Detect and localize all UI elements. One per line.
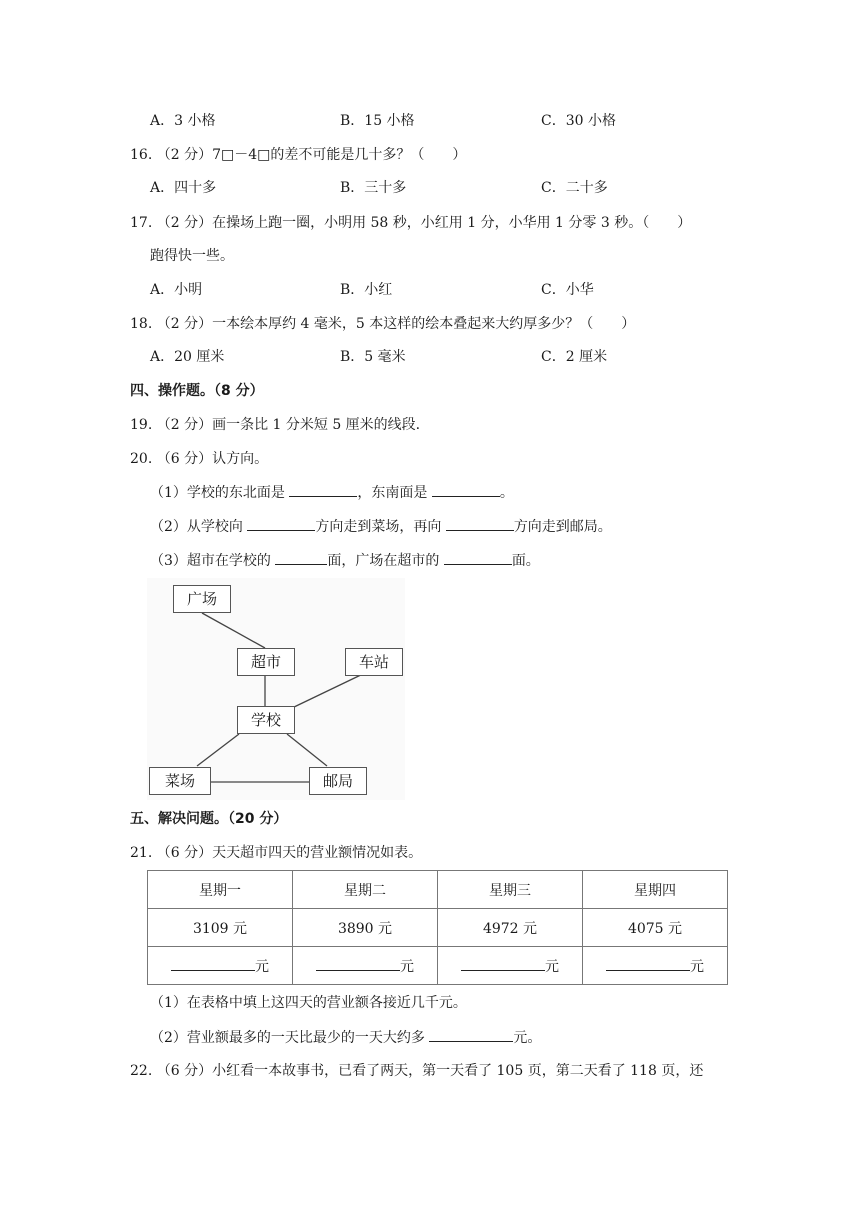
table-answer-cell[interactable]: 元 — [293, 947, 438, 985]
map-box-chaoshi: 超市 — [237, 648, 295, 676]
table-row — [148, 909, 728, 947]
q17-option-c: C．小华 — [541, 282, 594, 298]
q18-option-c: C．2 厘米 — [541, 349, 608, 365]
revenue-table — [147, 870, 728, 985]
table-answer-cell[interactable]: 元 — [148, 947, 293, 985]
q18-text: 18. （2 分）一本绘本厚约 4 毫米，5 本这样的绘本叠起来大约厚多少？（ ） — [130, 316, 636, 332]
answer-blank[interactable] — [289, 482, 357, 497]
table-row — [148, 947, 728, 985]
q15-option-a: A．3 小格 — [150, 113, 216, 129]
table-answer-cell[interactable]: 元 — [438, 947, 583, 985]
q16-option-b: B．三十多 — [340, 180, 407, 196]
answer-blank[interactable] — [446, 516, 514, 531]
section-5-title: 五、解决问题。（20 分） — [130, 811, 288, 827]
map-box-youju: 邮局 — [309, 767, 367, 795]
q17-option-a: A．小明 — [150, 282, 203, 298]
direction-map — [147, 578, 405, 800]
table-value-cell: 4972 元 — [438, 909, 583, 947]
q17-option-b: B．小红 — [340, 282, 393, 298]
answer-blank[interactable] — [247, 516, 315, 531]
q21-text: 21. （6 分）天天超市四天的营业额情况如表。 — [130, 845, 423, 861]
q15-option-b: B．15 小格 — [340, 113, 415, 129]
answer-blank[interactable] — [316, 956, 400, 971]
map-box-xuexiao: 学校 — [237, 706, 295, 734]
q17-text: 17. （2 分）在操场上跑一圈，小明用 58 秒，小红用 1 分，小华用 1 分零 3 秒。（ ） — [130, 215, 692, 231]
answer-blank[interactable] — [606, 956, 690, 971]
q20-sub-3: （3）超市在学校的 面，广场在超市的 面。 — [150, 550, 540, 571]
q19-text: 19. （2 分）画一条比 1 分米短 5 厘米的线段. — [130, 417, 421, 433]
answer-blank[interactable] — [432, 482, 500, 497]
map-box-guangchang: 广场 — [173, 585, 231, 613]
table-header-cell: 星期一 — [148, 871, 293, 909]
answer-blank[interactable] — [275, 550, 327, 565]
q16-option-c: C．二十多 — [541, 180, 608, 196]
q16-text: 16. （2 分）7□－4□的差不可能是几十多？（ ） — [130, 147, 467, 163]
map-box-chezhan: 车站 — [345, 648, 403, 676]
table-header-cell: 星期四 — [583, 871, 728, 909]
q15-option-c: C．30 小格 — [541, 113, 616, 129]
table-row — [148, 871, 728, 909]
section-4-title: 四、操作题。（8 分） — [130, 383, 264, 399]
q20-text: 20. （6 分）认方向。 — [130, 451, 269, 467]
table-header-cell: 星期二 — [293, 871, 438, 909]
answer-blank[interactable] — [444, 550, 512, 565]
map-box-caichang: 菜场 — [149, 767, 211, 795]
table-value-cell: 3890 元 — [293, 909, 438, 947]
table-answer-cell[interactable]: 元 — [583, 947, 728, 985]
q21-sub-2: （2）营业额最多的一天比最少的一天大约多 元。 — [150, 1027, 541, 1048]
answer-blank[interactable] — [429, 1027, 513, 1042]
table-header-cell: 星期三 — [438, 871, 583, 909]
q18-option-a: A．20 厘米 — [150, 349, 225, 365]
q20-sub-2: （2）从学校向 方向走到菜场，再向 方向走到邮局。 — [150, 516, 612, 537]
table-value-cell: 3109 元 — [148, 909, 293, 947]
q20-sub-1: （1）学校的东北面是 ，东南面是 。 — [150, 482, 514, 503]
q18-option-b: B．5 毫米 — [340, 349, 406, 365]
answer-blank[interactable] — [461, 956, 545, 971]
table-value-cell: 4075 元 — [583, 909, 728, 947]
q16-option-a: A．四十多 — [150, 180, 217, 196]
q22-text: 22. （6 分）小红看一本故事书，已看了两天，第一天看了 105 页，第二天看了 118 页，还 — [130, 1063, 704, 1079]
q17-text-cont: 跑得快一些。 — [150, 248, 234, 264]
q21-sub-1: （1）在表格中填上这四天的营业额各接近几千元。 — [150, 995, 467, 1011]
answer-blank[interactable] — [171, 956, 255, 971]
